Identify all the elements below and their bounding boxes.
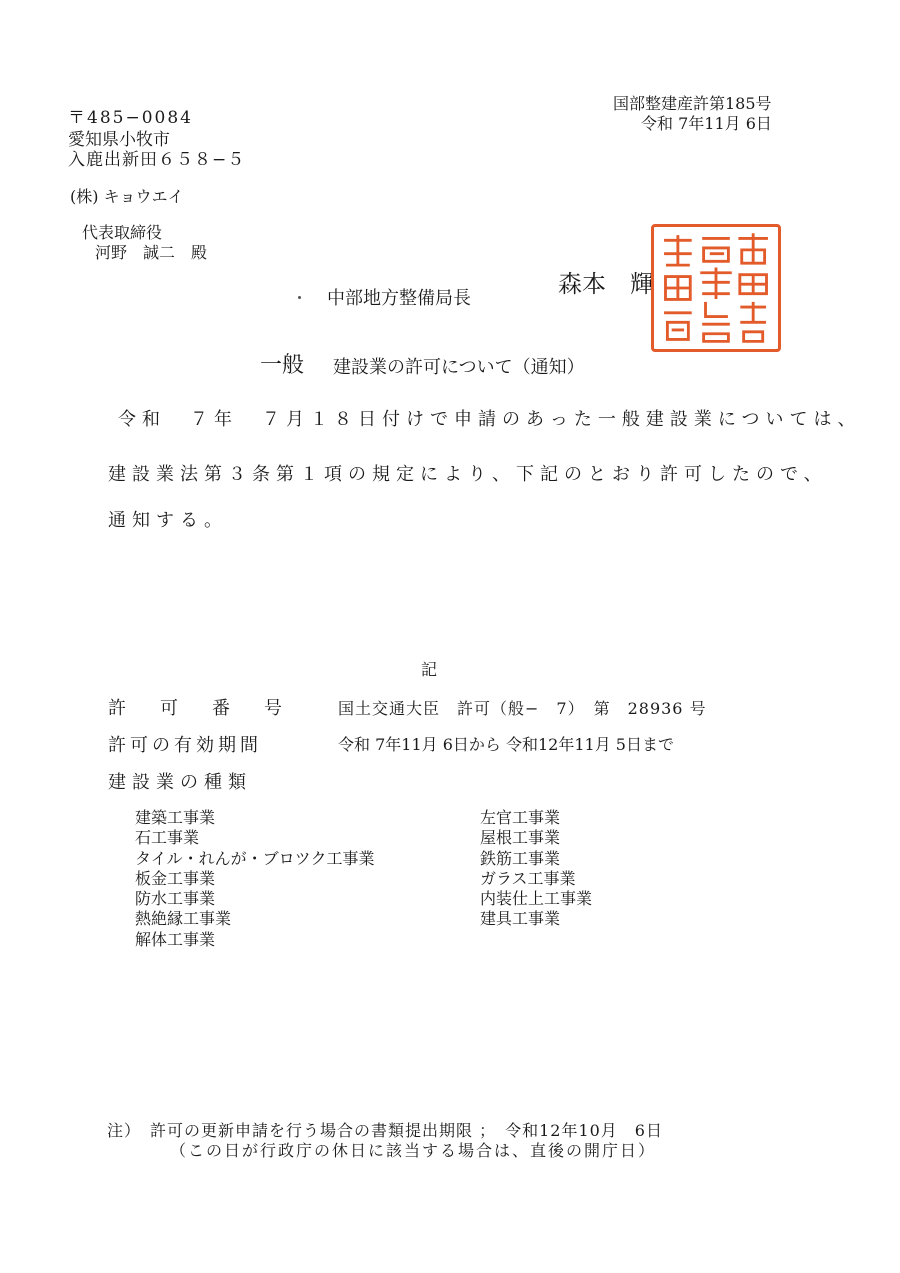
body-line-3: 通知する。 (108, 510, 228, 531)
business-types-right-list (480, 808, 592, 930)
permit-number-label: 許 可 番 号 (108, 698, 290, 719)
permit-number-value: 国土交通大臣 許可（般− 7） 第 28936 号 (338, 699, 707, 718)
decorative-dot (298, 296, 301, 299)
license-type: 一般 (260, 353, 305, 378)
official-seal-stamp (651, 224, 781, 352)
postal-code: 〒485−0084 (68, 108, 193, 128)
sender-name: 森本 輝 (558, 270, 654, 298)
recipient-name: 河野 誠二 殿 (95, 243, 208, 262)
business-type-item: 石工事業 (135, 828, 200, 848)
business-type-item: ガラス工事業 (480, 868, 576, 888)
business-types-label: 建設業の種類 (108, 772, 252, 793)
business-type-item: 解体工事業 (135, 929, 216, 949)
business-types-left-list (135, 808, 375, 950)
holiday-note: （この日が行政庁の休日に該当する場合は、直後の開庁日） (170, 1141, 657, 1160)
validity-label: 許可の有効期間 (108, 735, 262, 756)
document-date: 令和 7年11月 6日 (641, 114, 772, 133)
business-type-item: 建築工事業 (135, 808, 216, 827)
body-line-2: 建設業法第３条第１項の規定により、下記のとおり許可したので、 (108, 464, 828, 485)
address-line-2: 入鹿出新田６５８−５ (68, 150, 246, 170)
ki-heading: 記 (421, 660, 438, 679)
business-type-item: 防水工事業 (135, 889, 216, 909)
business-type-item: 屋根工事業 (480, 828, 561, 848)
subject-title: 建設業の許可について（通知） (333, 357, 585, 378)
document-number: 国部整建産許第185号 (613, 94, 772, 113)
recipient-company: (株) キョウエイ (70, 187, 184, 206)
business-type-item: タイル・れんが・ブロツク工事業 (135, 848, 375, 868)
validity-value: 令和 7年11月 6日から 令和12年11月 5日まで (338, 735, 674, 754)
body-line-1: 令和 ７年 ７月１８日付けで申請のあった一般建設業については、 (118, 409, 862, 430)
business-type-item: 板金工事業 (135, 868, 216, 888)
recipient-title: 代表取締役 (82, 223, 163, 242)
renewal-deadline-note: 注） 許可の更新申請を行う場合の書類提出期限 ； 令和12年10月 6日 (107, 1121, 663, 1140)
business-type-item: 左官工事業 (480, 808, 561, 827)
seal-pattern-icon (654, 227, 778, 349)
business-type-item: 内装仕上工事業 (480, 889, 593, 909)
sender-organization: 中部地方整備局長 (327, 288, 471, 309)
business-type-item: 熱絶縁工事業 (135, 909, 232, 929)
address-line-1: 愛知県小牧市 (68, 130, 170, 150)
business-type-item: 建具工事業 (480, 909, 561, 929)
business-type-item: 鉄筋工事業 (480, 848, 561, 868)
